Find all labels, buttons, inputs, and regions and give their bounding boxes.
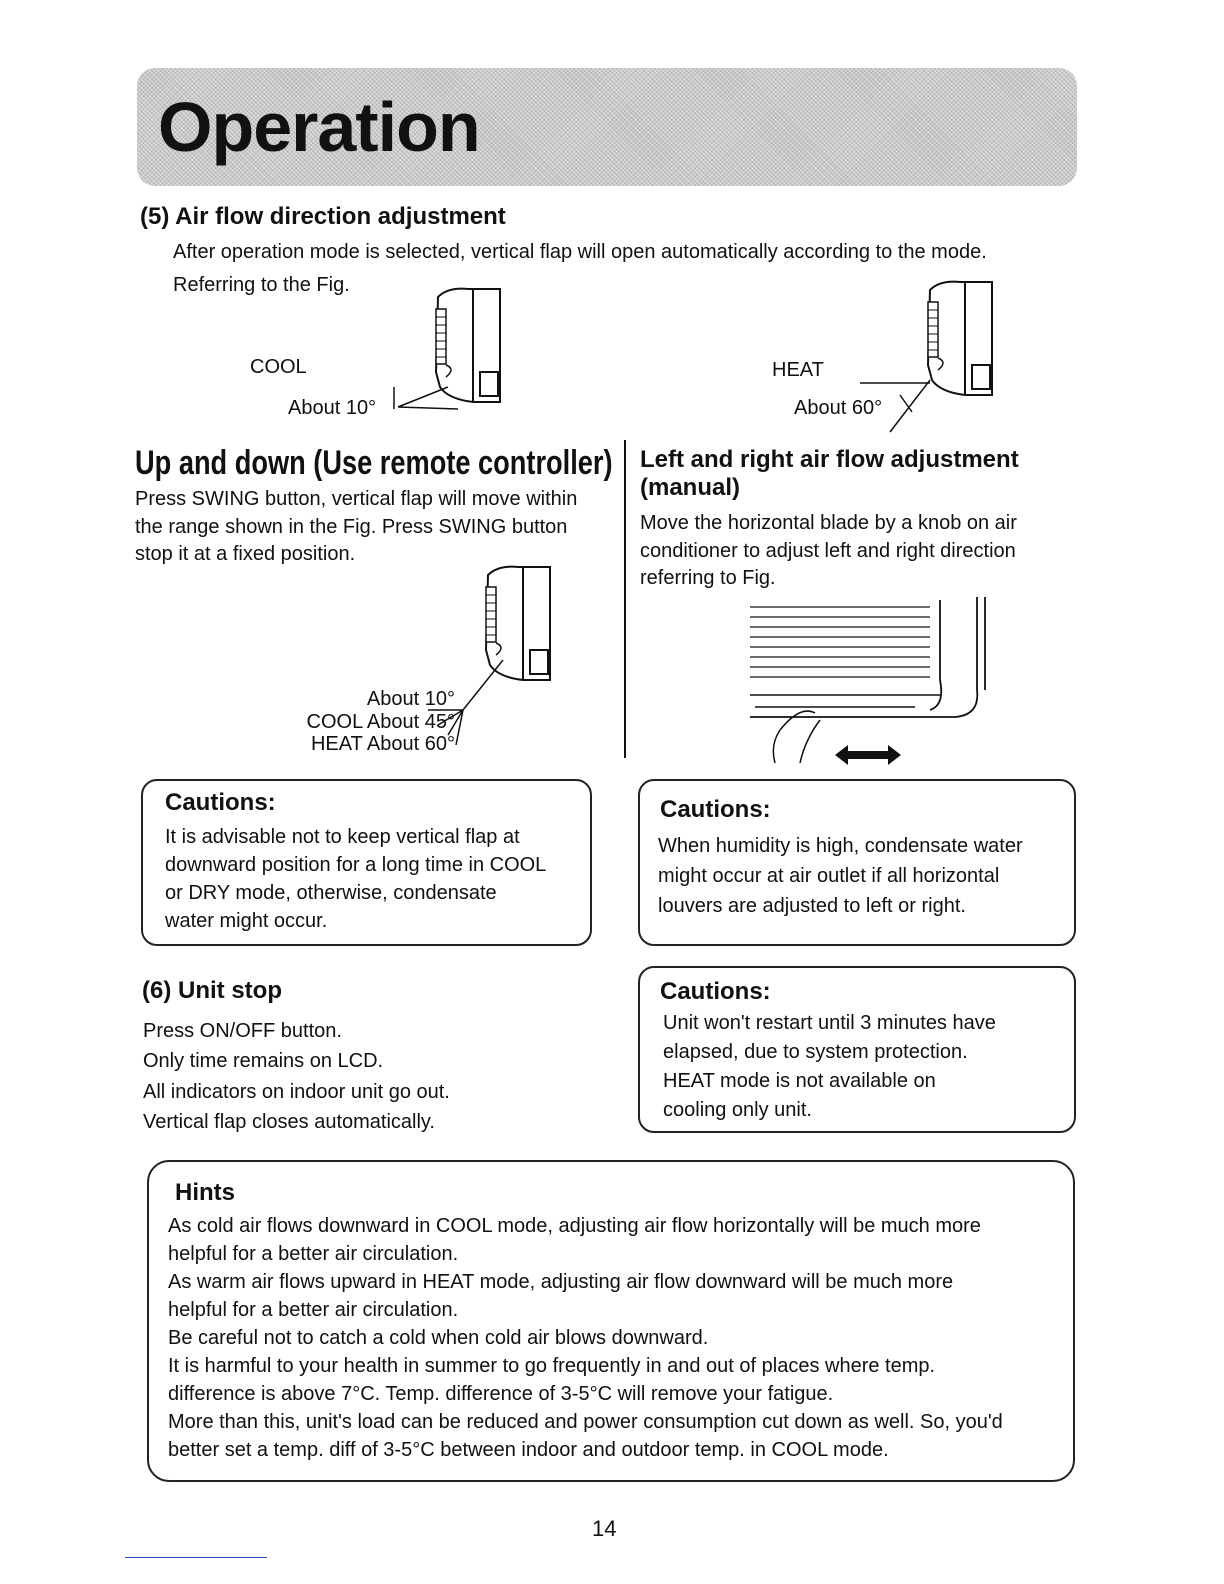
caution-text: When humidity is high, condensate water [658, 835, 1023, 857]
caution-text: downward position for a long time in COOL [165, 854, 547, 876]
hint-line: helpful for a better air circulation. [168, 1243, 459, 1265]
cool-label: COOL [250, 356, 307, 378]
hint-line: More than this, unit's load can be reduced and power consumption cut down as well. So, you'd [168, 1411, 1003, 1433]
left-right-text: Move the horizontal blade by a knob on air [640, 512, 1017, 534]
caution-title: Cautions: [660, 978, 771, 1005]
unit-stop-text: Vertical flap closes automatically. [143, 1111, 435, 1133]
ac-unit-swing-figure [478, 565, 553, 685]
footer-rule [125, 1557, 267, 1558]
section-5-text: After operation mode is selected, vertical flap will open automatically according to the mode. [173, 241, 987, 263]
hint-line: difference is above 7°C. Temp. difference of 3-5°C will remove your fatigue. [168, 1383, 834, 1405]
up-down-heading: Up and down (Use remote controller) [135, 444, 613, 482]
hint-line: better set a temp. diff of 3-5°C between indoor and outdoor temp. in COOL mode. [168, 1439, 889, 1461]
ac-unit-heat-figure [920, 280, 995, 400]
horizontal-blade-figure [745, 595, 995, 770]
hints-title: Hints [175, 1179, 235, 1206]
left-right-text: conditioner to adjust left and right direction [640, 540, 1016, 562]
caution-title: Cautions: [660, 796, 771, 823]
caution-text: might occur at air outlet if all horizontal [658, 865, 1000, 887]
up-down-text: Press SWING button, vertical flap will move within [135, 488, 578, 510]
caution-text: water might occur. [165, 910, 328, 932]
unit-stop-text: Press ON/OFF button. [143, 1020, 342, 1042]
unit-stop-text: All indicators on indoor unit go out. [143, 1081, 450, 1103]
page-number: 14 [592, 1516, 617, 1541]
caution-text: HEAT mode is not available on [663, 1070, 936, 1092]
caution-text: or DRY mode, otherwise, condensate [165, 882, 497, 904]
hint-line: It is harmful to your health in summer to go frequently in and out of places where temp. [168, 1355, 936, 1377]
caution-text: Unit won't restart until 3 minutes have [663, 1012, 996, 1034]
hint-line: As cold air flows downward in COOL mode, adjusting air flow horizontally will be much more [168, 1215, 981, 1237]
caution-title: Cautions: [165, 789, 276, 816]
section-5-text: Referring to the Fig. [173, 274, 350, 296]
page-title: Operation [158, 88, 480, 166]
hint-line: Be careful not to catch a cold when cold air blows downward. [168, 1327, 709, 1349]
heat-angle-label: About 60° [794, 397, 883, 419]
swing-label-cool: COOL About 45° [306, 711, 455, 733]
column-divider [624, 440, 626, 758]
hints-box [147, 1160, 1075, 1482]
caution-text: elapsed, due to system protection. [663, 1041, 968, 1063]
up-down-text: stop it at a fixed position. [135, 543, 356, 565]
hint-line: As warm air flows upward in HEAT mode, adjusting air flow downward will be much more [168, 1271, 954, 1293]
caution-text: It is advisable not to keep vertical flap at [165, 826, 520, 848]
left-right-heading: Left and right air flow adjustment [640, 446, 1019, 473]
caution-text: cooling only unit. [663, 1099, 812, 1121]
hint-line: helpful for a better air circulation. [168, 1299, 459, 1321]
swing-label-heat: HEAT About 60° [310, 733, 455, 755]
ac-unit-cool-figure [428, 287, 503, 407]
cool-angle-label: About 10° [288, 397, 377, 419]
caution-text: louvers are adjusted to left or right. [658, 895, 966, 917]
heat-label: HEAT [772, 359, 824, 381]
unit-stop-text: Only time remains on LCD. [143, 1050, 384, 1072]
left-right-heading: (manual) [640, 474, 741, 501]
up-down-text: the range shown in the Fig. Press SWING button [135, 516, 568, 538]
section-5-heading: (5) Air flow direction adjustment [140, 203, 506, 230]
swing-label-10: About 10° [366, 688, 455, 710]
section-6-heading: (6) Unit stop [142, 977, 282, 1004]
left-right-text: referring to Fig. [640, 567, 776, 589]
